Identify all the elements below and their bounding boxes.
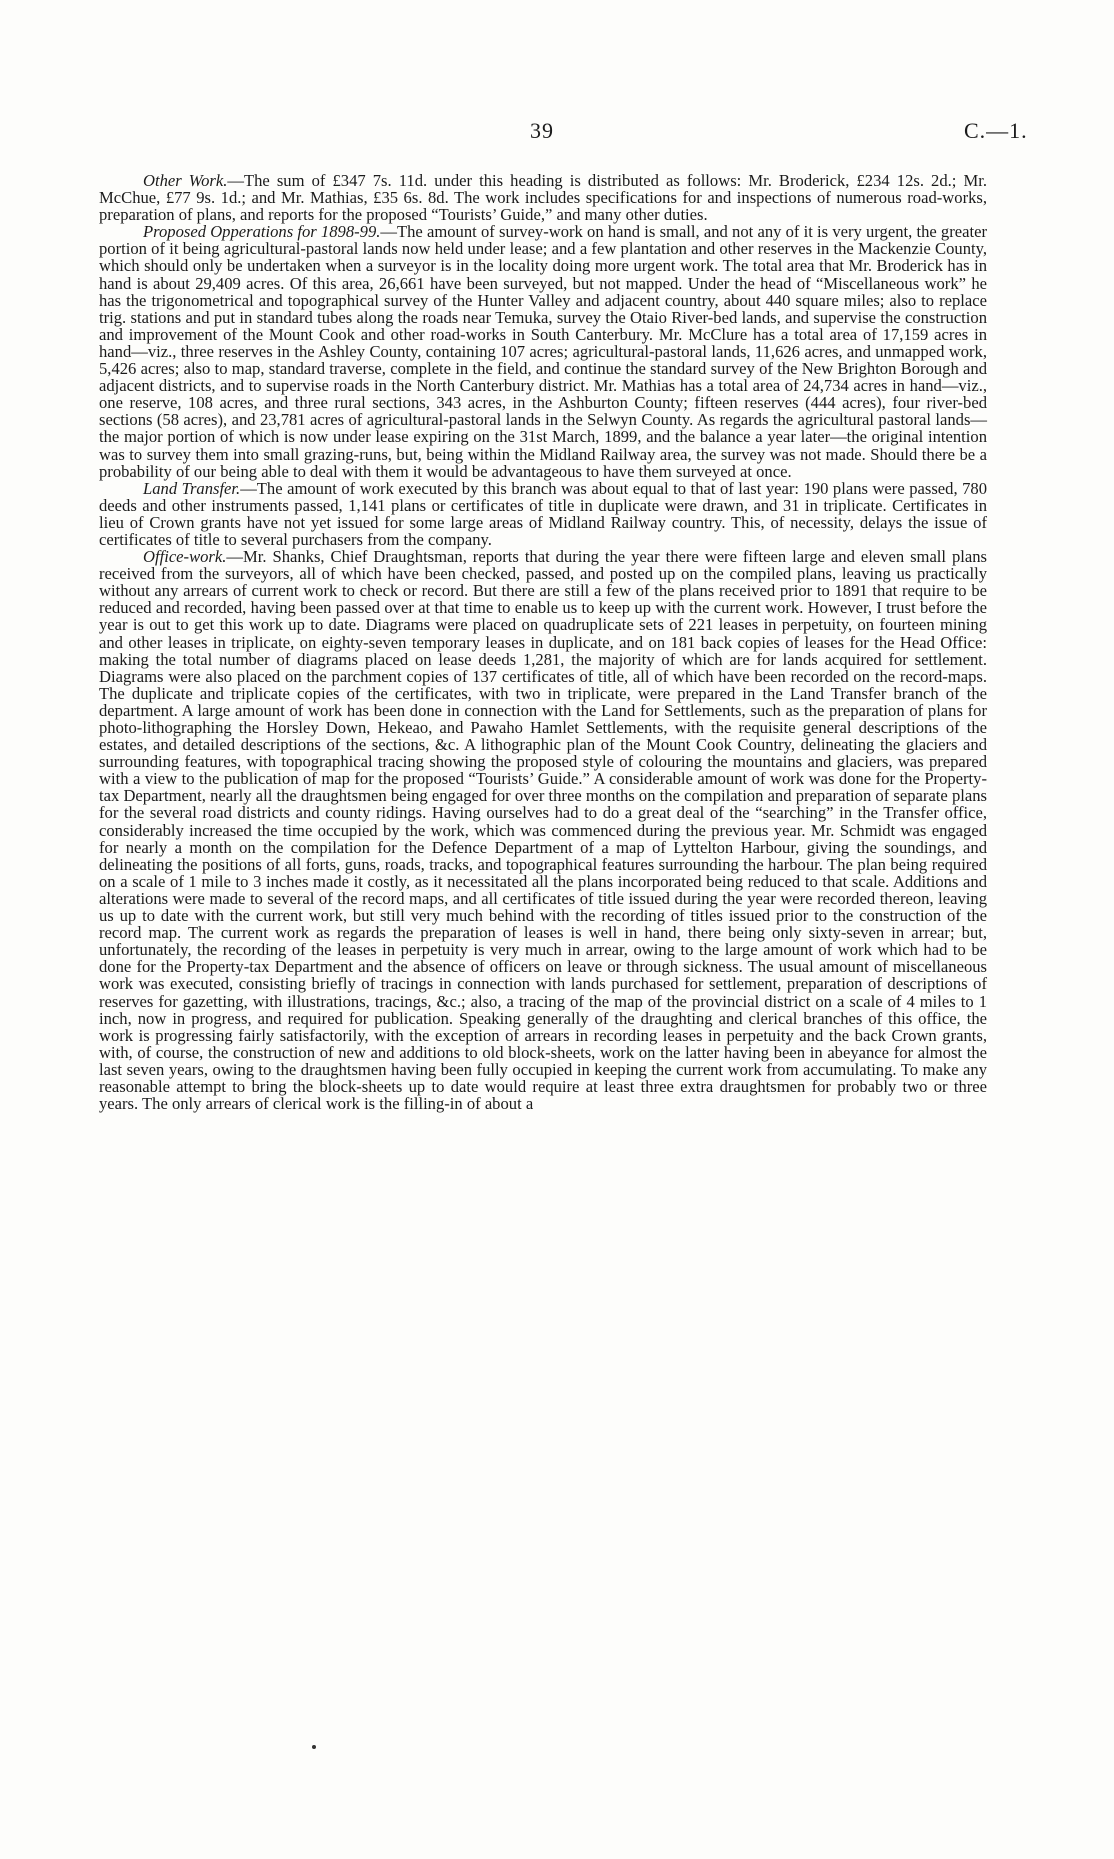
stray-dot-mark — [312, 1745, 316, 1749]
paragraph-office-work — [99, 548, 987, 1112]
body-text — [99, 172, 987, 1112]
paragraph-text: —The amount of work executed by this branch was about equal to that of last year: 190 plans were passed, 780 deeds and other instruments passed, 1,141 plans or certificates of title in duplicate were drawn, and 31 in triplicate. Certificates in lieu of Crown grants have not yet issued for some large areas of Midland Railway country. This, of necessity, delays the issue of certificates of title to several purchasers from the company. — [99, 478, 987, 549]
paragraph-heading: Office-work. — [143, 547, 227, 567]
paragraph-land-transfer — [99, 480, 987, 548]
paragraph-proposed-operations — [99, 223, 987, 479]
paragraph-text: —The amount of survey-work on hand is small, and not any of it is very urgent, the greater portion of it being agricultural-pastoral lands now held under lease; and a few plantation and other reserves in the Mackenzie County, which should only be undertaken when a surveyor is in the locality doing more urgent work. The total area that Mr. Broderick has in hand is about 29,409 acres. Of this area, 26,661 have been surveyed, but not mapped. Under the head of “Miscellaneous work” he has the trigonometrical and topographical survey of the Hunter Valley and adjacent country, about 440 square miles; also to replace trig. stations and put in standard tubes along the roads near Temuka, survey the Otaio River-bed lands, and supervise the construction and improvement of the Mount Cook and other road-works in South Canterbury. Mr. McClure has a total area of 17,159 acres in hand—viz., three reserves in the Ashley County, containing 107 acres; agricultural-pastoral lands, 11,626 acres, and unmapped work, 5,426 acres; also to map, standard traverse, complete in the field, and continue the standard survey of the New Brighton Borough and adjacent districts, and to supervise roads in the North Canterbury district. Mr. Mathias has a total area of 24,734 acres in hand—viz., one reserve, 108 acres, and three rural sections, 343 acres, in the Ashburton County; fifteen reserves (444 acres), four river-bed sections (58 acres), and 23,781 acres of agricultural-pastoral lands in the Selwyn County. As regards the agricultural pastoral lands—the major portion of which is now under lease expiring on the 31st March, 1899, and the balance a year later—the original intention was to survey them into small grazing-runs, but, being within the Midland Railway area, the survey was not made. Should there be a probability of our being able to deal with them it would be advantageous to have them surveyed at once. — [99, 222, 987, 481]
paragraph-heading: Proposed Opperations for 1898-99. — [143, 222, 381, 242]
paragraph-heading: Other Work. — [143, 171, 228, 190]
paragraph-text: —Mr. Shanks, Chief Draughtsman, reports that during the year there were fifteen large and eleven small plans received from the surveyors, all of which have been checked, passed, and posted up on the compiled plans, leaving us practically without any arrears of current work to check or record. But there are still a few of the plans received prior to 1891 that require to be reduced and recorded, having been passed over at that time to enable us to keep up with the current work. However, I trust before the year is out to get this work up to date. Diagrams were placed on quadruplicate sets of 221 leases in perpetuity, on fourteen mining and other leases in triplicate, on eighty-seven temporary leases in duplicate, and on 181 back copies of leases for the Head Office: making the total number of diagrams placed on lease deeds 1,281, the majority of which are for lands acquired for settlement. Diagrams were also placed on the parchment copies of 137 certificates of title, all of which have been recorded on the record-maps. The duplicate and triplicate copies of the certificates, with two in triplicate, were prepared in the Land Transfer branch of the department. A large amount of work has been done in connection with the Land for Settlements, such as the preparation of plans for photo-lithographing the Horsley Down, Hekeao, and Pawaho Hamlet Settlements, with the requisite general descriptions of the estates, and detailed descriptions of the sections, &c. A lithographic plan of the Mount Cook Country, delineating the glaciers and surrounding features, with topographical tracing showing the proposed style of colouring the mountains and glaciers, was prepared with a view to the publication of map for the proposed “Tourists’ Guide.” A considerable amount of work was done for the Property-tax Department, nearly all the draughtsmen being engaged for over three months on the compilation and preparation of separate plans for the several road districts and county ridings. Having ourselves had to do a great deal of the “searching” in the Transfer office, considerably increased the time occupied by the work, which was commenced during the previous year. Mr. Schmidt was engaged for nearly a month on the compilation for the Defence Department of a map of Lyttelton Harbour, giving the soundings, and delineating the positions of all forts, guns, roads, tracks, and topographical features surrounding the harbour. The plan being required on a scale of 1 mile to 3 inches made it costly, as it necessitated all the plans incorporated being reduced to that scale. Additions and alterations were made to several of the record maps, and all certificates of title issued during the year were recorded thereon, leaving us up to date with the current work, but still very much behind with the recording of titles issued prior to the construction of the record map. The current work as regards the preparation of leases is well in hand, there being only sixty-seven in arrear; but, unfortunately, the recording of the leases in perpetuity is very much in arrear, owing to the large amount of work which had to be done for the Property-tax Department and the absence of officers on leave or through sickness. The usual amount of miscellaneous work was executed, consisting briefly of tracings in connection with lands purchased for settlement, preparation of descriptions of reserves for gazetting, with illustrations, tracings, &c.; also, a tracing of the map of the provincial district on a scale of 4 miles to 1 inch, now in progress, and required for publication. Speaking generally of the draughting and clerical branches of this office, the work is progressing fairly satisfactorily, with the exception of arrears in recording leases in perpetuity and the back Crown grants, with, of course, the construction of new and additions to old block-sheets, work on the latter having been in abeyance for almost the last seven years, owing to the draughtsmen having been fully occupied in keeping the current work from accumulating. To make any reasonable attempt to bring the block-sheets up to date would require at least three extra draughtsmen for probably two or three years. The only arrears of clerical work is the filling-in of about a — [99, 547, 987, 1114]
paragraph-text: —The sum of £347 7s. 11d. under this heading is distributed as follows: Mr. Broderick, £234 12s. 2d.; Mr. McChue, £77 9s. 1d.; and Mr. Mathias, £35 6s. 8d. The work includes specifications for and inspections of numerous road-works, preparation of plans, and reports for the proposed “Tourists’ Guide,” and many other duties. — [99, 171, 988, 225]
document-reference: C.—1. — [964, 118, 1028, 143]
page-number: 39 — [530, 118, 554, 143]
paragraph-heading: Land Transfer. — [143, 478, 241, 498]
page-header — [0, 118, 1114, 148]
paragraph-other-work — [99, 172, 987, 223]
